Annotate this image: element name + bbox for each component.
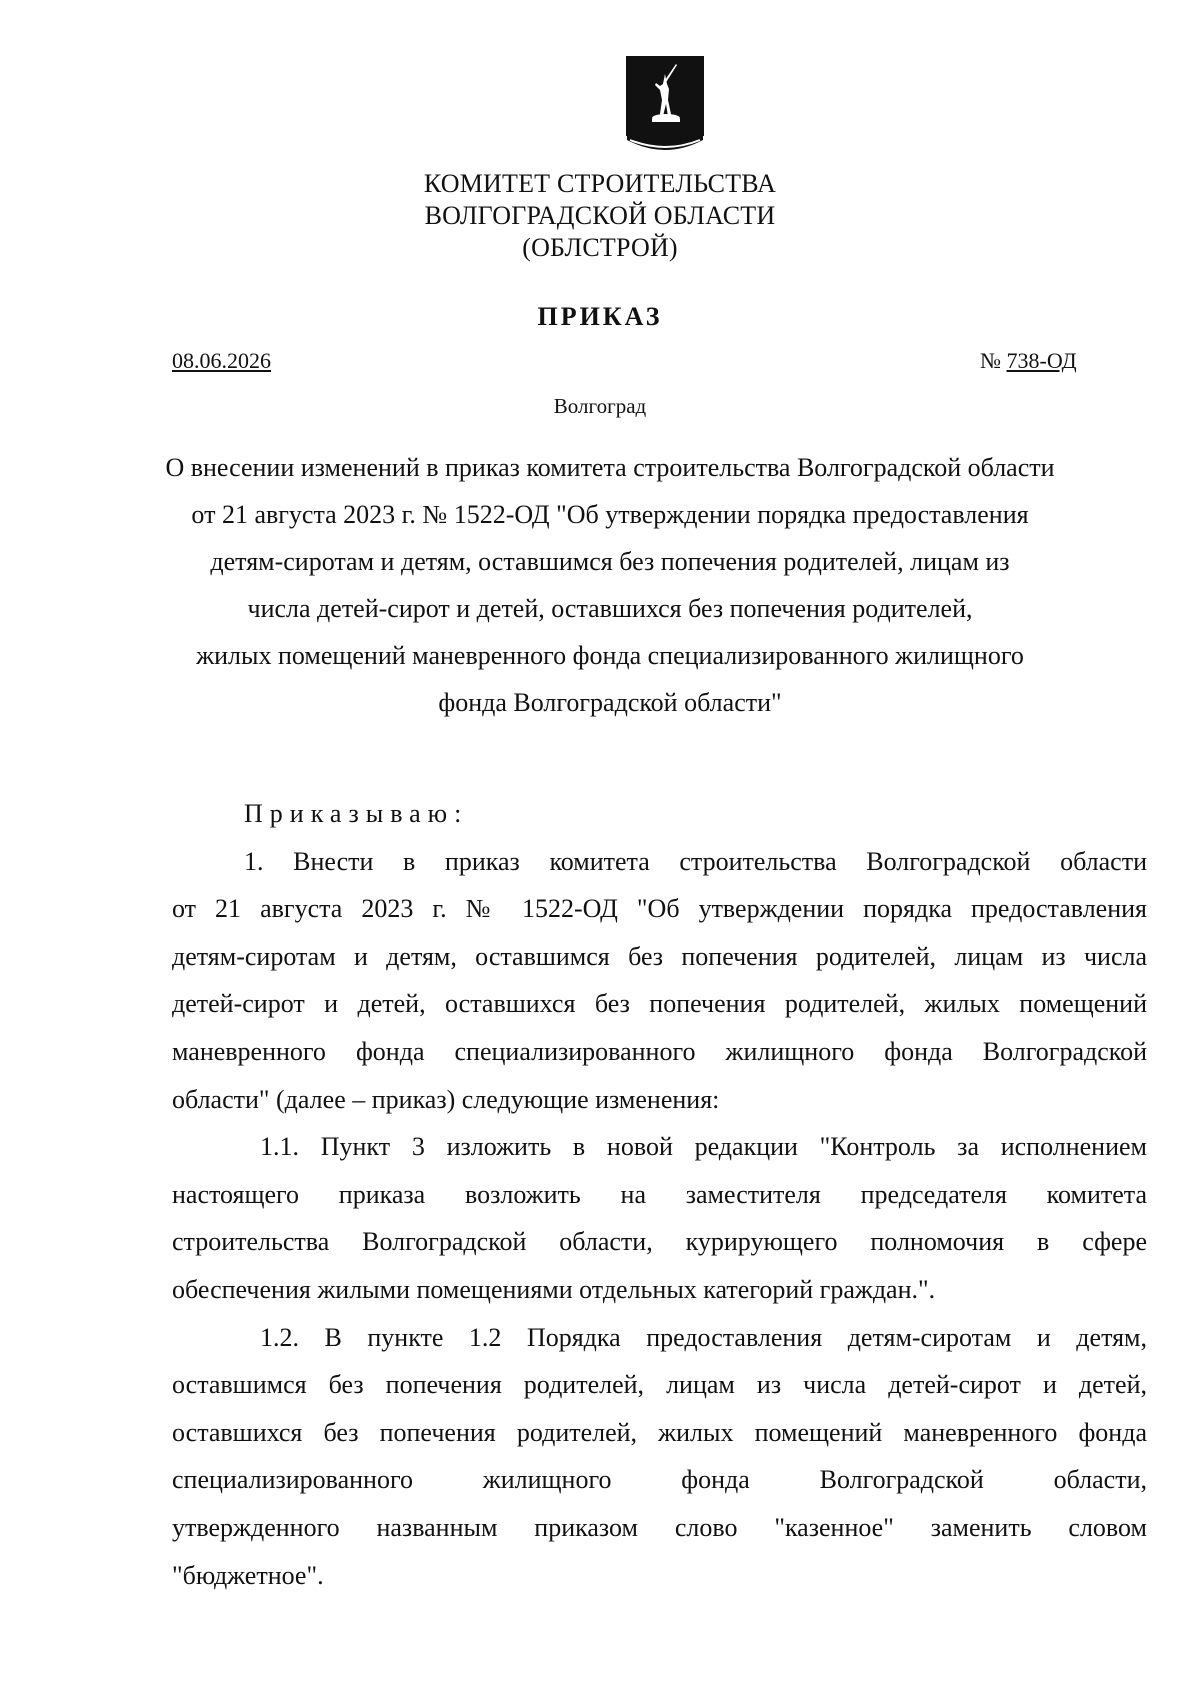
paragraph-line: 1.2. В пункте 1.2 Порядка предоставления детям-сиротам и детям, [260,1322,1147,1352]
subject-line: О внесении изменений в приказ комитета строительства Волгоградской области [165,453,1055,482]
paragraph-line: 1.1. Пункт 3 изложить в новой редакции "Контроль за исполнением [260,1132,1147,1162]
document-type: ПРИКАЗ [537,302,663,331]
subject-line: фонда Волгоградской области" [438,688,782,717]
paragraph-line: 1. Внести в приказ комитета строительства Волгоградской области [244,846,1147,876]
document-city: Волгоград [553,394,647,418]
paragraph-line: детей-сирот и детей, оставшихся без попечения родителей, жилых помещений [172,989,1147,1019]
paragraph-line: оставшимся без попечения родителей, лицам из числа детей-сирот и детей, [172,1370,1147,1400]
paragraph-line: утвержденного названным приказом слово "казенное" заменить словом [172,1512,1147,1542]
paragraph-1-2 [172,1314,1147,1600]
document-subject [160,444,1060,726]
order-word: Приказываю: [244,799,469,828]
number-value: 738-ОД [1006,348,1077,373]
paragraph-line: строительства Волгоградской области, курирующего полномочия в сфере [172,1227,1147,1257]
org-line-2: ВОЛГОГРАДСКОЙ ОБЛАСТИ [424,201,776,230]
subject-line: от 21 августа 2023 г. № 1522-ОД "Об утверждении порядка предоставления [191,500,1029,529]
paragraph-line: детям-сиротам и детям, оставшимся без попечения родителей, лицам из числа [172,941,1147,971]
document-number [980,348,1077,374]
paragraph-line: оставшихся без попечения родителей, жилых помещений маневренного фонда [172,1417,1147,1447]
subject-line: детям-сиротам и детям, оставшимся без попечения родителей, лицам из [210,547,1010,576]
organization-name [0,168,1200,264]
subject-line: числа детей-сирот и детей, оставшихся без попечения родителей, [247,594,973,623]
document-body [172,790,1147,1599]
org-line-3: (ОБЛСТРОЙ) [522,233,678,262]
paragraph-1 [172,838,1147,1124]
paragraph-line: от 21 августа 2023 г. № 1522-ОД "Об утверждении порядка предоставления [172,894,1147,924]
paragraph-line: специализированного жилищного фонда Волгоградской области, [172,1465,1147,1495]
coat-of-arms-icon [626,56,704,156]
paragraph-line: обеспечения жилыми помещениями отдельных категорий граждан.". [172,1274,936,1304]
number-prefix: № [980,348,1007,373]
paragraph-line: маневренного фонда специализированного жилищного фонда Волгоградской [172,1036,1147,1066]
paragraph-line: "бюджетное". [172,1560,324,1590]
subject-line: жилых помещений маневренного фонда специализированного жилищного [196,641,1024,670]
document-date: 08.06.2026 [172,348,271,373]
paragraph-1-1 [172,1123,1147,1313]
org-line-1: КОМИТЕТ СТРОИТЕЛЬСТВА [423,169,777,198]
paragraph-line: области" (далее – приказ) следующие изменения: [172,1084,720,1114]
paragraph-line: настоящего приказа возложить на заместителя председателя комитета [172,1179,1147,1209]
